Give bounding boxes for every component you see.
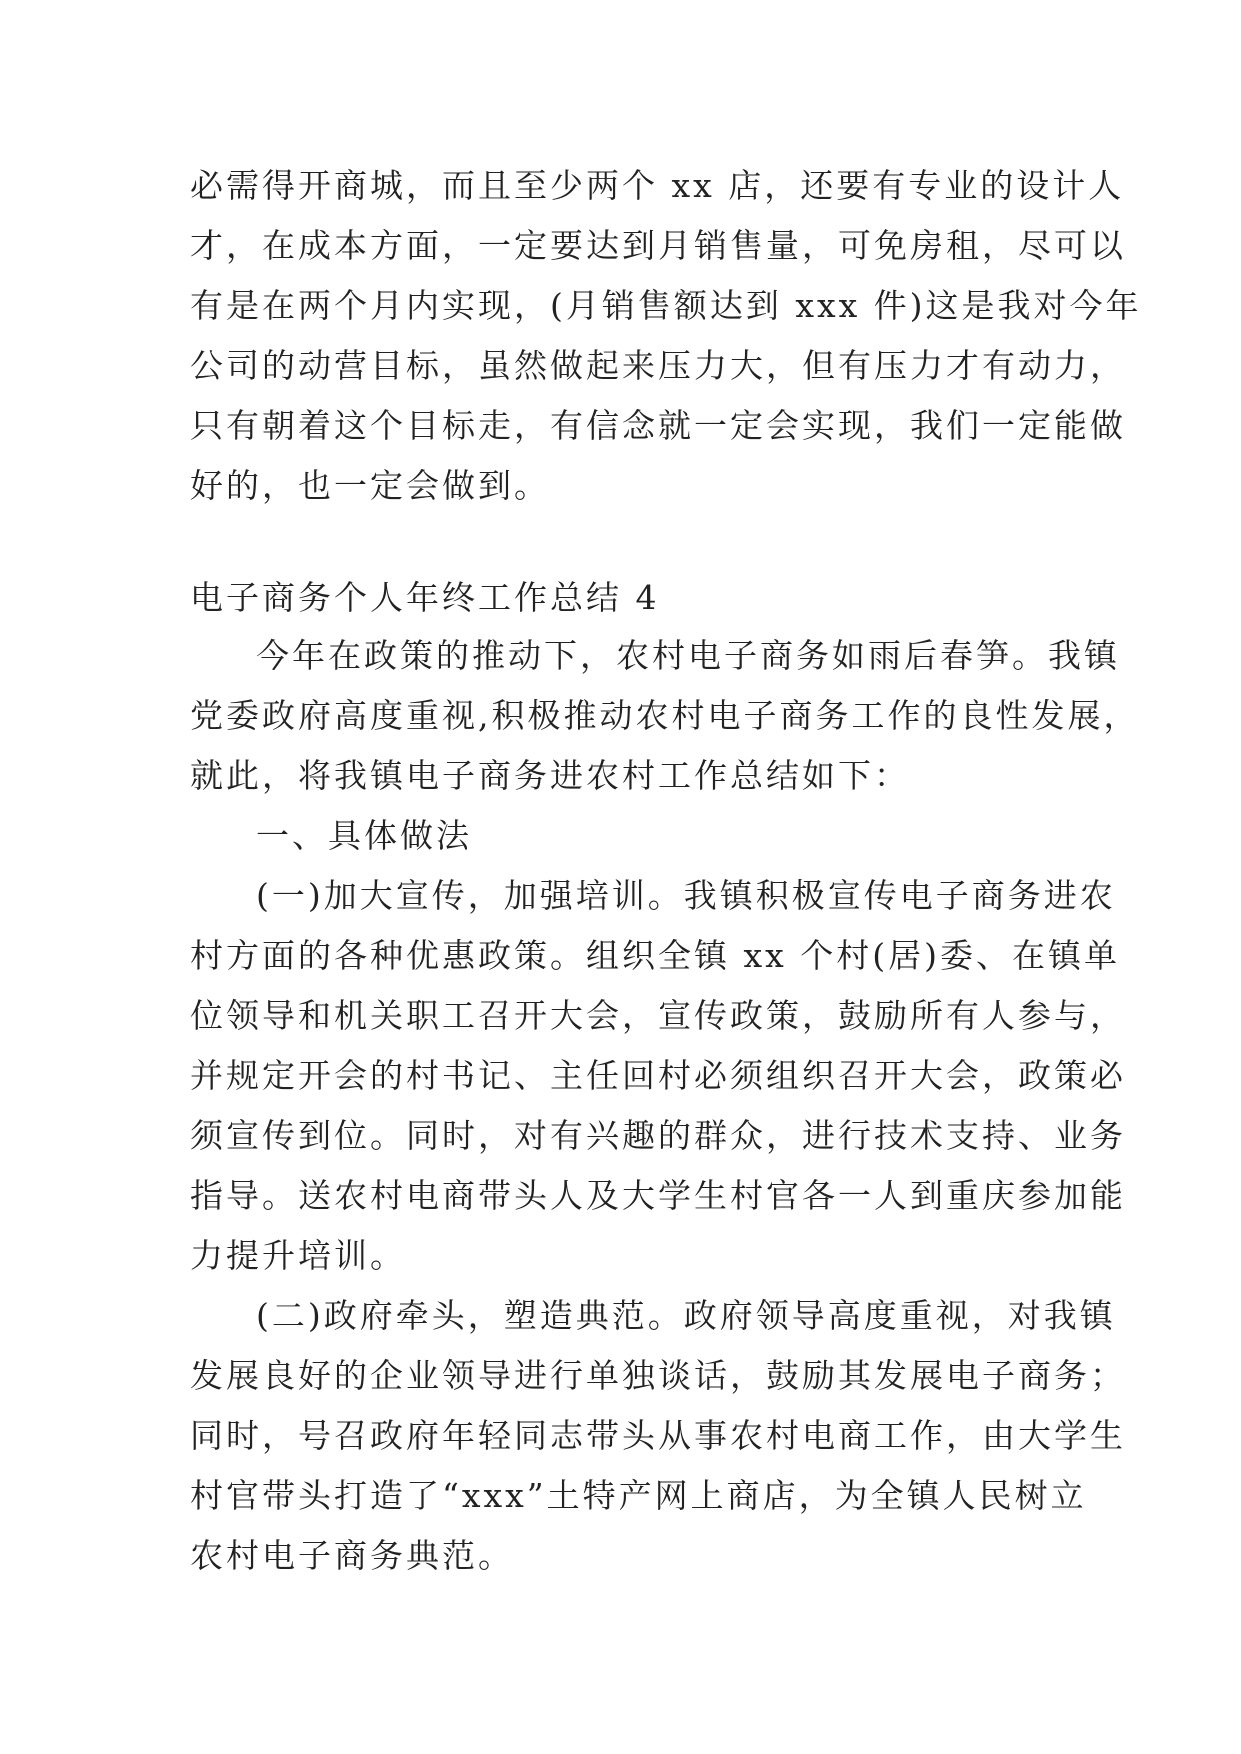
paragraph-line: 发展良好的企业领导进行单独谈话，鼓励其发展电子商务； <box>190 1356 1126 1395</box>
paragraph-line: 力提升培训。 <box>190 1236 406 1275</box>
paragraph-line: (二)政府牵头，塑造典范。政府领导高度重视，对我镇 <box>256 1296 1116 1335</box>
paragraph-line: 同时，号召政府年轻同志带头从事农村电商工作，由大学生 <box>190 1416 1126 1455</box>
paragraph-line: 公司的动营目标，虽然做起来压力大，但有压力才有动力， <box>190 346 1126 385</box>
paragraph-line: 只有朝着这个目标走，有信念就一定会实现，我们一定能做 <box>190 406 1126 445</box>
paragraph-line: 必需得开商城，而且至少两个 xx 店，还要有专业的设计人 <box>190 166 1125 205</box>
paragraph-line: 并规定开会的村书记、主任回村必须组织召开大会，政策必 <box>190 1056 1126 1095</box>
subheading: 一、具体做法 <box>256 816 472 855</box>
paragraph-line: 须宣传到位。同时，对有兴趣的群众，进行技术支持、业务 <box>190 1116 1126 1155</box>
paragraph-line: 今年在政策的推动下，农村电子商务如雨后春笋。我镇 <box>256 636 1120 675</box>
paragraph-line: 党委政府高度重视,积极推动农村电子商务工作的良性发展， <box>190 696 1140 735</box>
paragraph-line: 位领导和机关职工召开大会，宣传政策，鼓励所有人参与， <box>190 996 1126 1035</box>
paragraph-line: 村官带头打造了“xxx”土特产网上商店，为全镇人民树立 <box>190 1476 1087 1515</box>
section-heading: 电子商务个人年终工作总结 4 <box>190 578 660 617</box>
paragraph-line: 指导。送农村电商带头人及大学生村官各一人到重庆参加能 <box>190 1176 1126 1215</box>
paragraph-line: (一)加大宣传，加强培训。我镇积极宣传电子商务进农 <box>256 876 1116 915</box>
paragraph-line: 农村电子商务典范。 <box>190 1536 514 1575</box>
paragraph-line: 村方面的各种优惠政策。组织全镇 xx 个村(居)委、在镇单 <box>190 936 1120 975</box>
paragraph-line: 有是在两个月内实现，(月销售额达到 xxx 件)这是我对今年 <box>190 286 1142 325</box>
paragraph-line: 好的，也一定会做到。 <box>190 466 550 505</box>
paragraph-line: 就此，将我镇电子商务进农村工作总结如下： <box>190 756 910 795</box>
paragraph-line: 才，在成本方面，一定要达到月销售量，可免房租，尽可以 <box>190 226 1126 265</box>
